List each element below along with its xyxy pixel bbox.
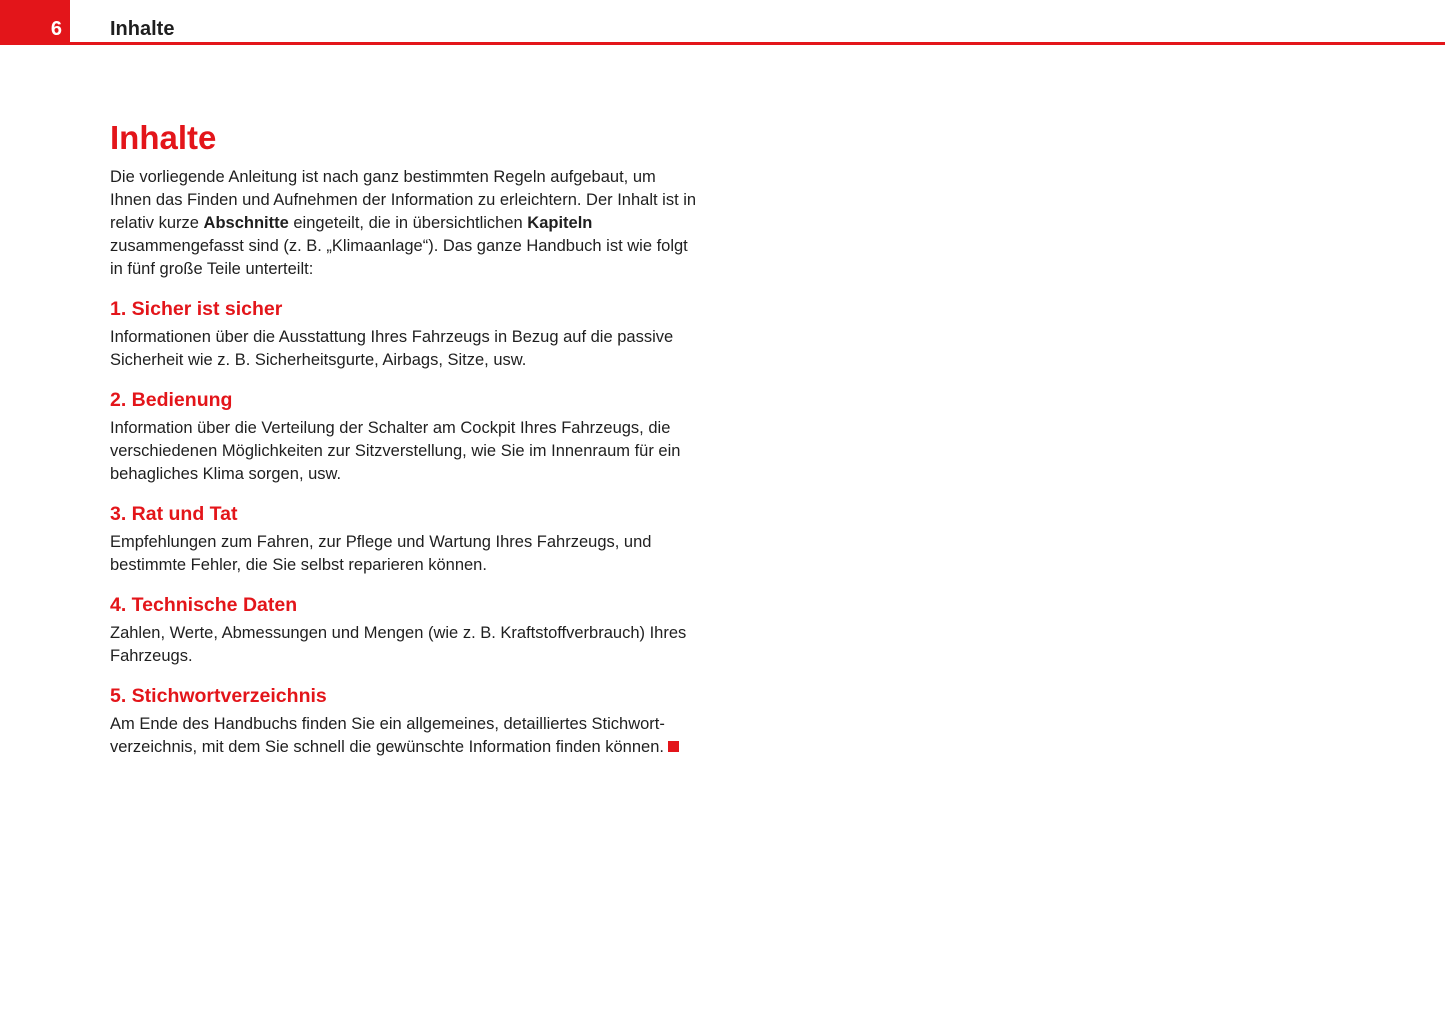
page-number: 6	[50, 18, 62, 40]
end-of-section-marker-icon	[668, 741, 679, 752]
section-body-bedienung: Information über die Verteilung der Schalter am Cockpit Ihres Fahrzeugs, die verschiedenen Möglichkeiten zur Sitzverstellung, wie Sie im Innenraum für ein behagliches Klima sorgen, usw.	[110, 419, 681, 483]
section-title-rat-und-tat: 3. Rat und Tat	[110, 503, 238, 525]
section-title-technische-daten: 4. Technische Daten	[110, 594, 298, 616]
page-number-box	[0, 0, 70, 44]
section-body-sicherheit: Informationen über die Ausstattung Ihres Fahrzeugs in Bezug auf die passive Sicherheit wie z. B. Sicherheitsgurte, Airbags, Sitze, usw.	[110, 328, 674, 369]
header-divider	[0, 42, 1445, 45]
section-body-stichwortverzeichnis: Am Ende des Handbuchs finden Sie ein allgemeines, detailliertes Stichwort-verzeichnis, mit dem Sie schnell die gewünschte Information finden können.	[110, 715, 665, 756]
intro-text-2: eingeteilt, die in übersichtlichen	[288, 214, 528, 232]
page-header	[0, 0, 1445, 46]
section-body-rat-und-tat: Empfehlungen zum Fahren, zur Pflege und Wartung Ihres Fahrzeugs, und bestimmte Fehler, die Sie selbst reparieren können.	[110, 533, 652, 574]
section-body-technische-daten: Zahlen, Werte, Abmessungen und Mengen (wie z. B. Kraftstoffverbrauch) Ihres Fahrzeugs.	[110, 624, 687, 665]
intro-text-3: zusammengefasst sind (z. B. „Klimaanlage“). Das ganze Handbuch ist wie folgt in fünf große Teile unterteilt:	[110, 237, 688, 278]
intro-bold-kapiteln: Kapiteln	[527, 214, 593, 232]
intro-text-1: Die vorliegende Anleitung ist nach ganz bestimmten Regeln aufgebaut, um Ihnen das Finden und Aufnehmen der Information zu erleichtern. Der Inhalt ist in relativ kurze	[110, 168, 697, 232]
header-title: Inhalte	[110, 18, 175, 40]
page-title: Inhalte	[110, 119, 217, 156]
intro-bold-abschnitte: Abschnitte	[203, 214, 289, 232]
section-body-stichwortverzeichnis-paragraph	[110, 713, 700, 759]
intro-paragraph	[110, 166, 700, 281]
section-title-stichwortverzeichnis: 5. Stichwortverzeichnis	[110, 685, 327, 707]
section-title-sicherheit: 1. Sicher ist sicher	[110, 298, 283, 320]
main-content	[110, 118, 700, 759]
section-title-bedienung: 2. Bedienung	[110, 389, 233, 411]
